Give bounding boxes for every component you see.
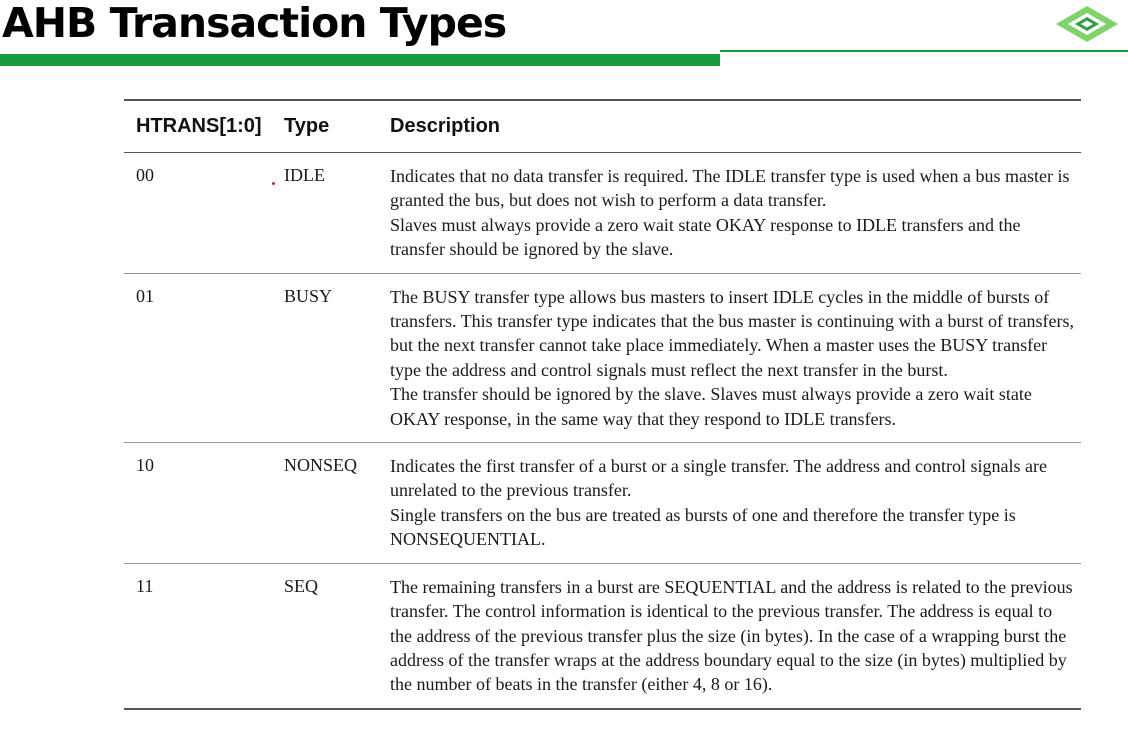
row-type: IDLE — [284, 165, 325, 185]
row-code: 11 — [136, 575, 154, 596]
description-paragraph: The transfer should be ignored by the slave. Slaves must always provide a zero wait state OKAY response, in the same way that they respond to IDLE transfers. — [390, 384, 1032, 429]
row-description — [390, 274, 1076, 442]
description-paragraph: Single transfers on the bus are treated as bursts of one and therefore the transfer type is NONSEQUENTIAL. — [390, 504, 1016, 550]
table-row — [124, 153, 1081, 274]
row-code: 00 — [136, 165, 154, 185]
row-type: NONSEQ — [284, 455, 358, 476]
description-paragraph: The remaining transfers in a burst are SEQUENTIAL and the address is related to the previous transfer. The control information is identical to the previous transfer. The address is equal to the address of the previous transfer plus the size (in bytes). In the case of a wrapping burst the address of the transfer wraps at the address boundary equal to the size (in bytes) multiplied by the number of beats in the transfer (either 4, 8 or 16). — [390, 576, 1073, 695]
header-code: HTRANS[1:0] — [136, 115, 262, 137]
title-underline-thin — [720, 50, 1128, 52]
description-paragraph: The BUSY transfer type allows bus masters to insert IDLE cycles in the middle of bursts of transfers. This transfer type indicates that the bus master is continuing with a burst of transfers, but the next transfer cannot take place immediately. When a master uses the BUSY transfer type the address and control signals must reflect the next transfer in the burst. — [390, 286, 1074, 380]
table-header — [124, 101, 1081, 153]
row-description — [390, 564, 1076, 708]
row-type: BUSY — [284, 285, 333, 306]
description-paragraph: Indicates that no data transfer is required. The IDLE transfer type is used when a bus master is granted the bus, but does not wish to perform a data transfer. — [390, 166, 1070, 211]
slide-title: AHB Transaction Types — [2, 0, 507, 47]
row-type: SEQ — [284, 575, 319, 596]
row-description — [390, 153, 1076, 273]
description-paragraph: Indicates the first transfer of a burst or a single transfer. The address and control signals are unrelated to the previous transfer. — [390, 456, 1047, 501]
row-code: 01 — [136, 285, 154, 306]
row-description — [390, 443, 1076, 563]
description-paragraph: Slaves must always provide a zero wait state OKAY response to IDLE transfers and the transfer should be ignored by the slave. — [390, 214, 1021, 260]
green-diamond-logo-icon — [1052, 4, 1122, 44]
table-row — [124, 443, 1081, 564]
header-type: Type — [284, 115, 330, 137]
htrans-table — [124, 99, 1081, 710]
header-description: Description — [390, 115, 501, 137]
table-row — [124, 564, 1081, 708]
row-code: 10 — [136, 455, 154, 476]
table-row — [124, 274, 1081, 443]
title-underline-bar — [0, 54, 720, 66]
